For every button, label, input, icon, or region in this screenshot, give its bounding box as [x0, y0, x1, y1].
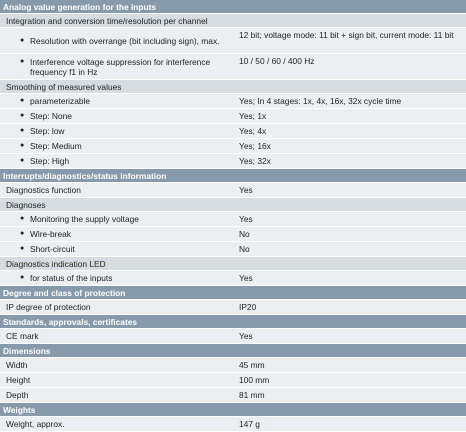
spec-label: Diagnostics function [6, 185, 81, 195]
spec-label: Height [6, 375, 31, 385]
bullet-icon: ● [20, 112, 25, 119]
spec-label: for status of the inputs [30, 273, 113, 283]
bullet-icon: ● [20, 230, 25, 237]
spec-row [0, 183, 466, 198]
bullet-icon: ● [20, 215, 25, 222]
spec-row [0, 388, 466, 403]
spec-value: 45 mm [239, 360, 265, 370]
spec-row [0, 212, 466, 227]
spec-value: Yes [239, 273, 253, 283]
spec-label: Step: Medium [30, 141, 82, 151]
bullet-icon: ● [20, 36, 25, 44]
spec-label: Resolution with overrange (bit including sign), max. [30, 35, 220, 46]
bullet-icon: ● [20, 127, 25, 134]
subsection-header: Integration and conversion time/resolution per channel [0, 14, 466, 28]
spec-row [0, 227, 466, 242]
spec-row [0, 154, 466, 169]
spec-value: 147 g [239, 419, 260, 429]
spec-value: 81 mm [239, 390, 265, 400]
spec-label: Step: High [30, 156, 70, 166]
spec-row [0, 329, 466, 344]
bullet-icon: ● [20, 57, 25, 65]
subsection-header: Smoothing of measured values [0, 80, 466, 94]
spec-value: 100 mm [239, 375, 270, 385]
spec-row [0, 109, 466, 124]
spec-row [0, 271, 466, 286]
spec-value: IP20 [239, 302, 257, 312]
spec-value: Yes [239, 331, 253, 341]
section-header: Interrupts/diagnostics/status information [0, 169, 466, 183]
bullet-icon: ● [20, 97, 25, 104]
section-header: Weights [0, 403, 466, 417]
spec-row [0, 94, 466, 109]
bullet-icon: ● [20, 274, 25, 281]
spec-row [0, 242, 466, 257]
spec-value: Yes; 1x [239, 111, 267, 121]
spec-value: 12 bit; voltage mode: 11 bit + sign bit, current mode: 11 bit [239, 30, 454, 40]
spec-label: Monitoring the supply voltage [30, 214, 139, 224]
spec-row [0, 54, 466, 80]
spec-value: Yes; 16x [239, 141, 271, 151]
spec-value: Yes; 32x [239, 156, 271, 166]
spec-label: Wire-break [30, 229, 71, 239]
spec-row [0, 300, 466, 315]
spec-row [0, 28, 466, 54]
subsection-header: Diagnoses [0, 198, 466, 212]
bullet-icon: ● [20, 142, 25, 149]
spec-label: parameterizable [30, 96, 91, 106]
spec-row [0, 124, 466, 139]
spec-value: No [239, 229, 250, 239]
spec-label: Short-circuit [30, 244, 75, 254]
spec-value: Yes; In 4 stages: 1x, 4x, 16x, 32x cycle time [239, 96, 402, 106]
spec-row [0, 373, 466, 388]
subsection-header: Diagnostics indication LED [0, 257, 466, 271]
spec-row [0, 358, 466, 373]
spec-label: Step: low [30, 126, 65, 136]
spec-value: 10 / 50 / 60 / 400 Hz [239, 56, 315, 66]
spec-row [0, 139, 466, 154]
spec-label: Depth [6, 390, 29, 400]
spec-row [0, 417, 466, 432]
spec-label: Step: None [30, 111, 72, 121]
section-header: Degree and class of protection [0, 286, 466, 300]
section-header: Analog value generation for the inputs [0, 0, 466, 14]
spec-value: No [239, 244, 250, 254]
spec-value: Yes [239, 185, 253, 195]
spec-label: CE mark [6, 331, 39, 341]
spec-label: Weight, approx. [6, 419, 65, 429]
spec-label: IP degree of protection [6, 302, 91, 312]
spec-label: Width [6, 360, 28, 370]
section-header: Standards, approvals, certificates [0, 315, 466, 329]
spec-label: Interference voltage suppression for interference frequency f1 in Hz [30, 56, 211, 77]
bullet-icon: ● [20, 157, 25, 164]
bullet-icon: ● [20, 245, 25, 252]
spec-value: Yes [239, 214, 253, 224]
spec-value: Yes; 4x [239, 126, 267, 136]
section-header: Dimensions [0, 344, 466, 358]
